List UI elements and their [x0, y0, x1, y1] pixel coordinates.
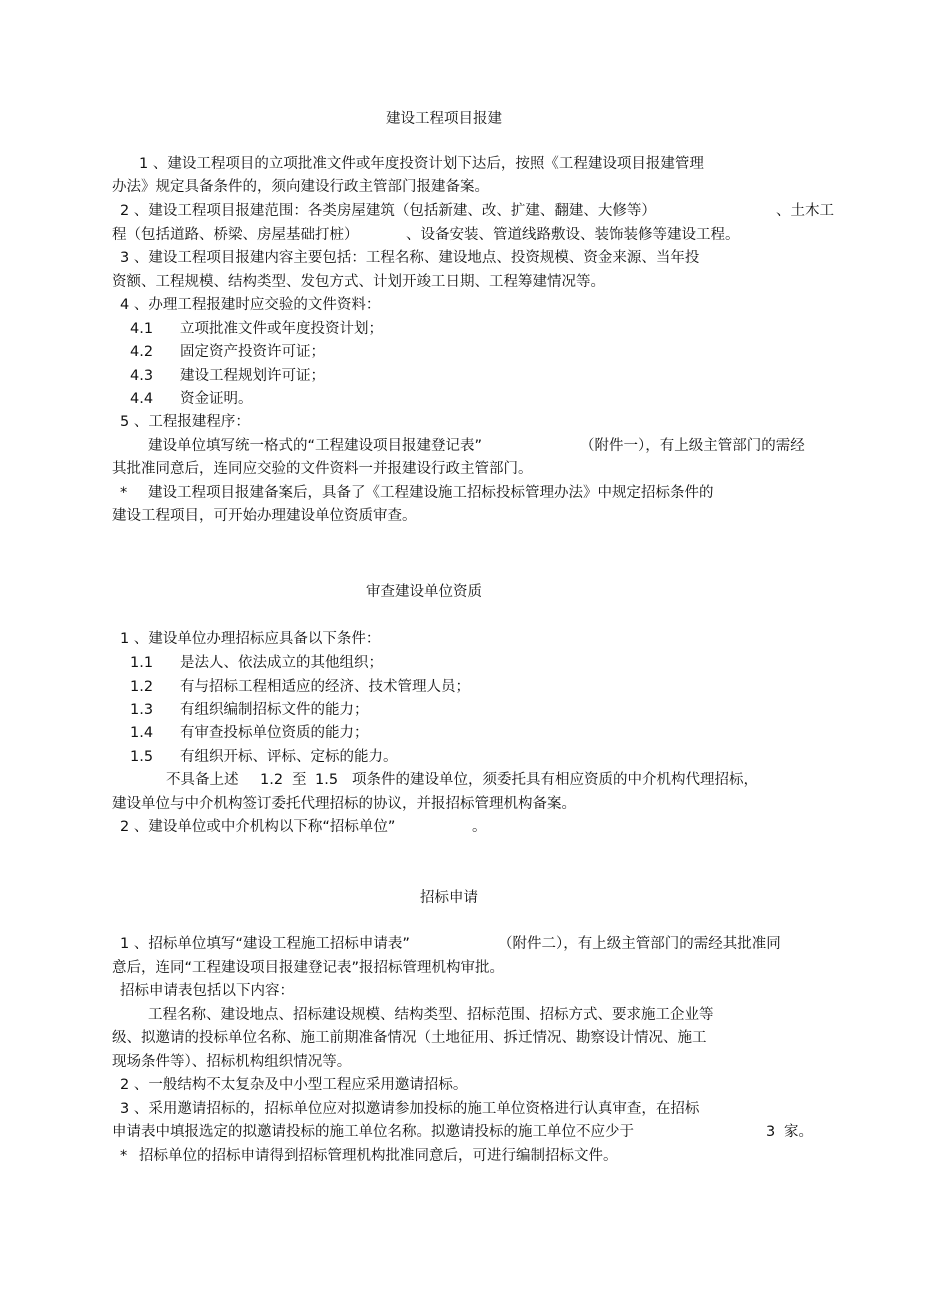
paragraph-line: 其批准同意后，连同应交验的文件资料一并报建设行政主管部门。: [112, 461, 533, 477]
paragraph-line: （附件一），有上级主管部门的需经: [580, 438, 805, 454]
item-text: 有与招标工程相适应的经济、技术管理人员；: [180, 679, 470, 695]
item-number: 4.3: [130, 368, 154, 384]
paragraph-line: 资额、工程规模、结构类型、发包方式、计划开竣工日期、工程筹建情况等。: [112, 274, 605, 290]
paragraph-line: （附件二），有上级主管部门的需经其批准同: [498, 936, 781, 952]
paragraph-line: 项条件的建设单位，须委托具有相应资质的中介机构代理招标，: [352, 772, 758, 788]
item-number: 1.4: [130, 725, 154, 741]
paragraph-line: 建设工程项目报建备案后，具备了《工程建设施工招标投标管理办法》中规定招标条件的: [148, 485, 714, 501]
paragraph-line: 办法》规定具备条件的，须向建设行政主管部门报建备案。: [112, 179, 489, 195]
item-text: 是法人、依法成立的其他组织；: [180, 655, 383, 671]
paragraph-line: 现场条件等）、招标机构组织情况等。: [112, 1054, 352, 1070]
paragraph-line: 申请表中填报选定的拟邀请投标的施工单位名称。拟邀请投标的施工单位不应少于: [112, 1124, 634, 1140]
item-text: 立项批准文件或年度投资计划；: [180, 321, 383, 337]
paragraph-line: 招标单位的招标申请得到招标管理机构批准同意后，可进行编制招标文件。: [139, 1148, 618, 1164]
paragraph-line: 1.5: [315, 772, 339, 788]
paragraph-line: 建设单位填写统一格式的“工程建设项目报建登记表”: [148, 438, 483, 454]
section-title: 审查建设单位资质: [366, 584, 482, 600]
paragraph-line: 、设备安装、管道线路敷设、装饰装修等建设工程。: [406, 227, 740, 243]
paragraph-line: 3: [766, 1124, 776, 1140]
paragraph-line: 级、拟邀请的投标单位名称、施工前期准备情况（土地征用、拆迁情况、勘察设计情况、施工: [112, 1030, 707, 1046]
paragraph-line: 。: [472, 819, 487, 835]
paragraph-line: 至: [292, 772, 307, 788]
item-number: 1.2: [130, 679, 154, 695]
paragraph-line: 4 、办理工程报建时应交验的文件资料：: [120, 297, 381, 313]
section-title: 招标申请: [420, 890, 478, 906]
item-number: 4.2: [130, 344, 154, 360]
item-number: 4.1: [130, 321, 154, 337]
item-number: 1.5: [130, 749, 154, 765]
paragraph-line: 工程名称、建设地点、招标建设规模、结构类型、招标范围、招标方式、要求施工企业等: [148, 1007, 714, 1023]
item-text: 建设工程规划许可证；: [180, 368, 325, 384]
paragraph-line: 1 、建设单位办理招标应具备以下条件：: [120, 631, 381, 647]
item-number: 4.4: [130, 391, 154, 407]
item-text: 资金证明。: [180, 391, 253, 407]
section-title: 建设工程项目报建: [386, 111, 502, 127]
paragraph-line: 家。: [784, 1124, 813, 1140]
asterisk-marker: *: [120, 1148, 128, 1164]
asterisk-marker: *: [120, 485, 128, 501]
item-text: 有组织开标、评标、定标的能力。: [180, 749, 398, 765]
paragraph-line: 意后，连同“工程建设项目报建登记表”报招标管理机构审批。: [112, 960, 505, 976]
paragraph-line: 建设单位与中介机构签订委托代理招标的协议，并报招标管理机构备案。: [112, 796, 576, 812]
paragraph-line: 5 、工程报建程序：: [120, 414, 250, 430]
paragraph-line: 招标申请表包括以下内容：: [120, 983, 294, 999]
paragraph-line: 3 、采用邀请招标的，招标单位应对拟邀请参加投标的施工单位资格进行认真审查，在招标: [120, 1101, 700, 1117]
item-number: 1.3: [130, 702, 154, 718]
paragraph-line: 不具备上述: [166, 772, 239, 788]
paragraph-line: 建设工程项目，可开始办理建设单位资质审查。: [112, 508, 417, 524]
paragraph-line: 、土木工: [776, 203, 834, 219]
paragraph-line: 程（包括道路、桥梁、房屋基础打桩）: [112, 227, 359, 243]
paragraph-line: 2 、一般结构不太复杂及中小型工程应采用邀请招标。: [120, 1077, 468, 1093]
item-number: 1.1: [130, 655, 154, 671]
paragraph-line: 2 、建设单位或中介机构以下称“招标单位”: [120, 819, 396, 835]
item-text: 有审查投标单位资质的能力；: [180, 725, 369, 741]
item-text: 固定资产投资许可证；: [180, 344, 325, 360]
paragraph-line: 2 、建设工程项目报建范围：各类房屋建筑（包括新建、改、扩建、翻建、大修等）: [120, 203, 656, 219]
paragraph-line: 3 、建设工程项目报建内容主要包括：工程名称、建设地点、投资规模、资金来源、当年投: [120, 250, 700, 266]
paragraph-line: 1 、招标单位填写“建设工程施工招标申请表”: [120, 936, 410, 952]
paragraph-line: 1 、建设工程项目的立项批准文件或年度投资计划下达后，按照《工程建设项目报建管理: [139, 156, 704, 172]
paragraph-line: 1.2: [260, 772, 284, 788]
item-text: 有组织编制招标文件的能力；: [180, 702, 369, 718]
